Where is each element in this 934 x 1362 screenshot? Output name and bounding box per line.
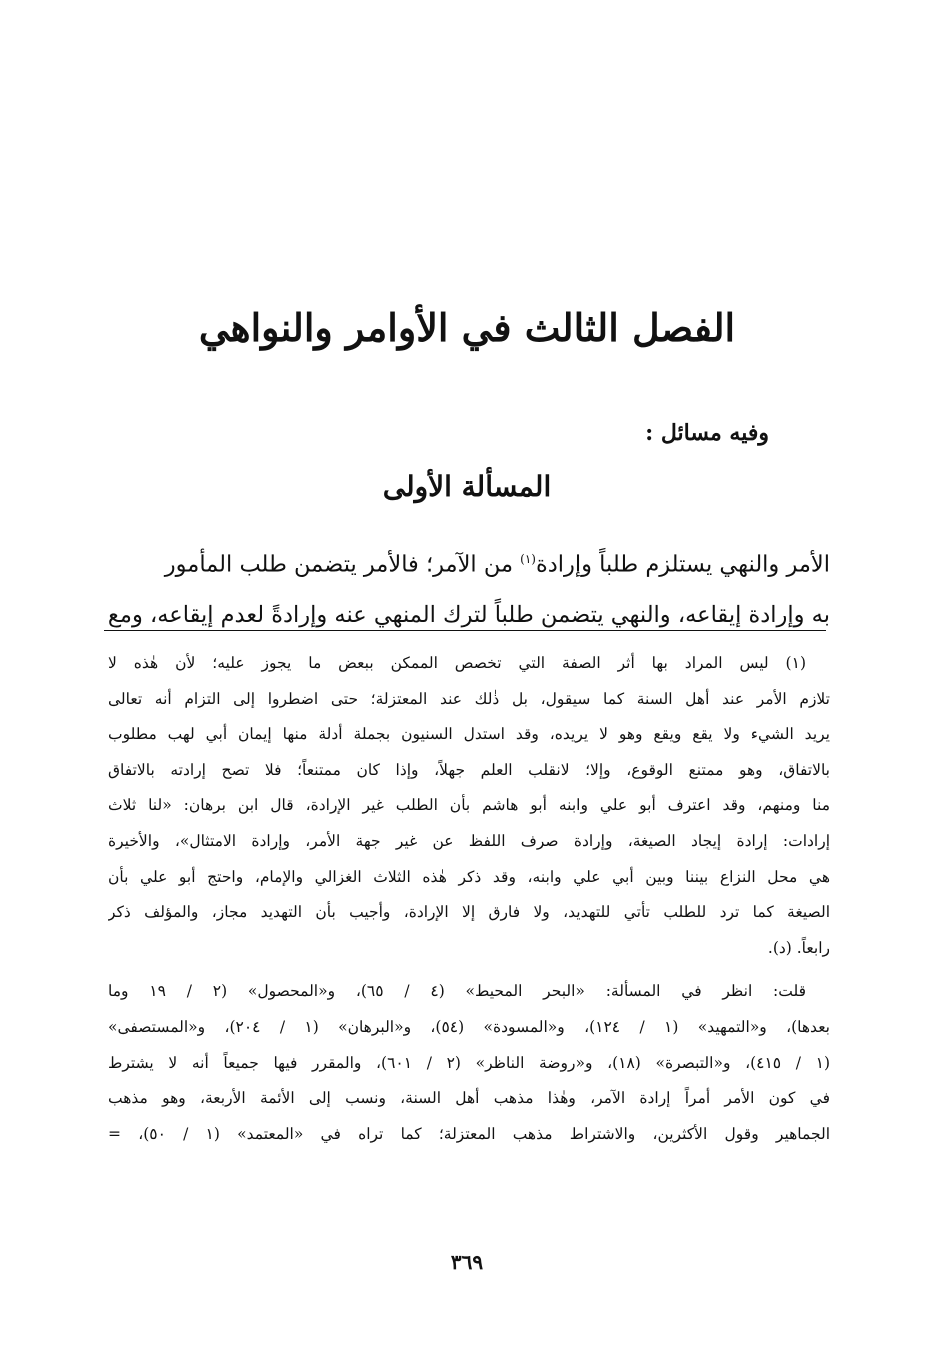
footnote-line: هي محل النزاع بيننا وبين أبي علي وابنه، وقد ذكر هٰذه الثلاث الغزالي والإمام، واحتج أبو علي بأن (108, 867, 830, 886)
page-number: ٣٦٩ (450, 1250, 484, 1274)
footnote-line: إرادات: إرادة إيجاد الصيغة، وإرادة صرف اللفظ عن غير جهة الأمر، وإرادة الامتثال»، والأخيرة (108, 831, 830, 850)
chapter-title: الفصل الثالث في الأوامر والنواهي (198, 305, 736, 350)
footnote-line: تلازم الأمر عند أهل السنة كما سيقول، بل ذٰلك عند المعتزلة؛ حتى اضطروا إلى التزام أنه تعالى (108, 689, 830, 708)
footnote-line: (١ / ٤١٥)، و«التبصرة» (١٨)، و«روضة الناظر» (٢ / ٦٠١)، والمقرر فيها جميعاً أنه لا يشترط (108, 1053, 830, 1072)
footnote-line: يريد الشيء ولا يقع ويقع وهو لا يريده، وقد استدل السنيون بجملة أدلة منها إيمان أبي لهب مطلوب (108, 725, 830, 744)
footnote-editor-note (108, 974, 830, 1152)
footnote-line: (١) ليس المراد بها أثر الصفة التي تخصص الممكن ببعض ما يجوز عليه؛ لأن هٰذه لا (108, 654, 806, 672)
section-title: المسألة الأولى (382, 470, 552, 503)
footnote-line: في كون الأمر أمراً إرادة الآمر، وهٰذا مذهب أهل السنة، ونسب إلى الأئمة الأربعة، وهو مذهب (108, 1089, 830, 1108)
main-line-1 (108, 534, 830, 590)
footnote-line: رابعاً. (د). (767, 938, 830, 957)
footnote-line: بالاتفاق، وهو ممتنع الوقوع، وإلا؛ لانقلب العلم جهلاً، وإذا كان ممتنعاً؛ فلا تصح إرادته بالاتفاق (108, 760, 830, 779)
footnote-reference: (١) (520, 552, 536, 566)
footnote-divider (104, 630, 826, 631)
main-line-2: به وإرادة إيقاعه، والنهي يتضمن طلباً لترك المنهي عنه وإرادةً لعدم إيقاعه، ومع (108, 601, 830, 628)
footnote-line: الصيغة كما ترد للطلب تأتي للتهديد، ولا فارق إلا الإرادة، وأجيب بأن التهديد مجاز، والمؤلف ذكر (108, 903, 830, 922)
footnotes (108, 646, 830, 1152)
footnote-line: منا ومنهم، وقد اعترف أبو علي وابنه أبو هاشم بأن الطلب غير الإرادة، قال ابن برهان: «لنا ثلاث (108, 796, 830, 815)
footnote-line: قلت: انظر في المسألة: «البحر المحيط» (٤ / ٦٥)، و«المحصول» (٢ / ١٩ وما (108, 982, 807, 1001)
footnote-1 (108, 646, 830, 966)
main-line-1-part-b: من الآمر؛ فالأمر يتضمن طلب المأمور (164, 551, 521, 578)
footnote-line: الجماهير وقول الأكثرين، والاشتراط مذهب المعتزلة؛ كما تراه في «المعتمد» (١ / ٥٠)، = (108, 1124, 830, 1143)
footnote-line: بعدها)، و«التمهيد» (١ / ١٢٤)، و«المسودة» (٥٤)، و«البرهان» (١ / ٢٠٤)، و«المستصفى» (108, 1017, 830, 1036)
main-text (108, 534, 830, 640)
main-line-1-part-a: الأمر والنهي يستلزم طلباً وإرادة (535, 551, 830, 578)
intro-text: وفيه مسائل : (645, 420, 769, 446)
